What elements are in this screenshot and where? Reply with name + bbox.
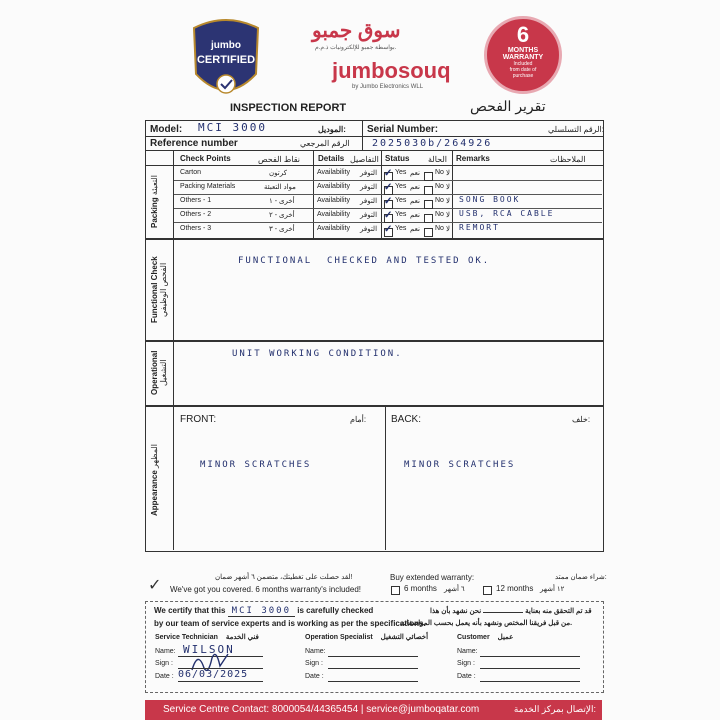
packing-label-en: Packing bbox=[150, 197, 159, 229]
model-value[interactable]: MCI 3000 bbox=[198, 121, 267, 134]
row-detail: Availability bbox=[317, 197, 350, 204]
no-label-arabic: لا bbox=[446, 198, 450, 205]
row-name: Others - 1 bbox=[180, 197, 212, 204]
cust-date-label: Date : bbox=[457, 673, 476, 680]
certify-lead: We certify that this bbox=[154, 606, 226, 615]
ext-6-months-checkbox[interactable] bbox=[391, 582, 402, 600]
serial-label: Serial Number: bbox=[367, 124, 439, 135]
reference-label: Reference number bbox=[150, 138, 238, 149]
warranty-line2: WARRANTY bbox=[502, 54, 544, 61]
warranty-number: 6 bbox=[516, 22, 530, 47]
customer-label: Customer bbox=[457, 634, 490, 641]
row-name-arabic: مواد التعبئة bbox=[264, 184, 296, 191]
ops-name-label: Name: bbox=[305, 648, 326, 655]
col-check-points-arabic: نقاط الفحص bbox=[258, 155, 301, 164]
model-label: Model: bbox=[150, 124, 183, 135]
arabic-logo-sub: بواسطة جمبو للإلكترونيات ذ.م.م. bbox=[315, 45, 397, 51]
row-remark[interactable]: USB, RCA CABLE bbox=[459, 209, 555, 218]
no-label: No bbox=[435, 225, 444, 232]
operational-label-ar: التشغيل bbox=[159, 359, 168, 387]
row-detail: Availability bbox=[317, 183, 350, 190]
tech-date-label: Date : bbox=[155, 673, 174, 680]
back-label-arabic: خلف: bbox=[572, 415, 591, 424]
row-detail: Availability bbox=[317, 169, 350, 176]
ops-label-arabic: أخصائي التشغيل bbox=[380, 634, 429, 641]
row-detail-arabic: التوفر bbox=[360, 212, 378, 219]
table-row bbox=[174, 180, 602, 195]
ops-date-label: Date : bbox=[305, 673, 324, 680]
yes-label: Yes bbox=[395, 211, 407, 218]
tech-name-value[interactable]: WILSON bbox=[183, 643, 235, 656]
packing-label-ar: التعبئة bbox=[150, 175, 159, 196]
certify-model[interactable]: MCI 3000 bbox=[228, 606, 295, 617]
page-title-arabic: تقرير الفحص bbox=[470, 98, 546, 114]
functional-label-en: Functional Check bbox=[150, 256, 159, 324]
no-label-arabic: لا bbox=[446, 184, 450, 191]
yes-label: Yes bbox=[395, 225, 407, 232]
yes-label-arabic: نعم bbox=[410, 198, 420, 205]
col-status-arabic: الحالة bbox=[428, 155, 447, 164]
jumbosouq-logo: jumbosouq bbox=[332, 58, 451, 83]
row-name-arabic: كرتون bbox=[269, 170, 287, 177]
badge-top-text: jumbo bbox=[211, 40, 241, 51]
yes-label-arabic: نعم bbox=[410, 184, 420, 191]
yes-label: Yes bbox=[395, 169, 407, 176]
row-detail: Availability bbox=[317, 225, 350, 232]
col-status: Status bbox=[385, 154, 410, 163]
page-title: INSPECTION REPORT bbox=[230, 102, 347, 114]
front-note[interactable]: MINOR SCRATCHES bbox=[200, 460, 312, 470]
col-remarks: Remarks bbox=[456, 154, 490, 163]
row-name-arabic: أخرى - ٣ bbox=[269, 226, 295, 233]
ext-12-months-label: 12 months bbox=[496, 584, 534, 593]
customer-label-arabic: عميل bbox=[497, 634, 514, 641]
table-row bbox=[174, 208, 602, 223]
front-label-arabic: أمام: bbox=[350, 415, 367, 424]
warranty-line3: Included bbox=[513, 61, 533, 67]
operational-section-label bbox=[150, 344, 170, 402]
technician-label-arabic: فني الخدمة bbox=[225, 634, 259, 641]
ext-12-months-checkbox[interactable] bbox=[483, 582, 494, 600]
yes-label: Yes bbox=[395, 183, 407, 190]
ops-heading bbox=[305, 633, 428, 641]
back-label: BACK: bbox=[391, 414, 422, 425]
table-row bbox=[174, 222, 602, 236]
extended-warranty-label: Buy extended warranty: bbox=[390, 573, 475, 582]
functional-section-label bbox=[150, 244, 170, 336]
certify-tail: is carefully checked bbox=[297, 606, 374, 615]
packing-table bbox=[174, 166, 602, 238]
no-label: No bbox=[435, 211, 444, 218]
reference-label-arabic: الرقم المرجعي bbox=[300, 139, 350, 148]
row-detail-arabic: التوفر bbox=[360, 198, 378, 205]
yes-label-arabic: نعم bbox=[410, 170, 420, 177]
serial-label-arabic: الرقم التسلسلي: bbox=[548, 125, 604, 134]
contact-bar bbox=[145, 700, 602, 720]
ext-6-months-label-arabic: ٦ أشهر bbox=[444, 586, 465, 593]
row-name: Others - 2 bbox=[180, 211, 212, 218]
col-details: Details bbox=[318, 154, 345, 163]
row-name-arabic: أخرى - ٢ bbox=[269, 212, 295, 219]
extended-warranty-label-arabic: شراء ضمان ممتد: bbox=[555, 574, 607, 581]
serial-value[interactable]: 2025030b/264926 bbox=[372, 138, 493, 149]
no-label: No bbox=[435, 169, 444, 176]
yes-label-arabic: نعم bbox=[410, 212, 420, 219]
ext-12-months-label-arabic: ١٢ أشهر bbox=[540, 586, 565, 593]
no-label: No bbox=[435, 183, 444, 190]
contact-text-arabic: الإتصال بمركز الخدمة: bbox=[513, 704, 596, 714]
yes-label-arabic: نعم bbox=[410, 226, 420, 233]
certify-text-2: by our team of service experts and is working as per the specifications. bbox=[154, 619, 426, 628]
certify-arabic-tail: قد تم التحقق منه بعناية bbox=[525, 608, 592, 615]
contact-text: Service Centre Contact: 8000054/44365454 | service@jumboqatar.com bbox=[163, 704, 480, 715]
col-check-points: Check Points bbox=[180, 154, 231, 163]
ext-6-months-label: 6 months bbox=[404, 584, 437, 593]
row-detail-arabic: التوفر bbox=[360, 184, 378, 191]
yes-label: Yes bbox=[395, 197, 407, 204]
cust-sign-label: Sign : bbox=[457, 660, 475, 667]
row-name: Others - 3 bbox=[180, 225, 212, 232]
front-label: FRONT: bbox=[180, 414, 217, 425]
functional-label-ar: الفحص الوظيفي bbox=[159, 262, 168, 318]
col-details-arabic: التفاصيل bbox=[350, 155, 379, 164]
appearance-label-en: Appearance bbox=[150, 470, 159, 516]
row-detail-arabic: التوفر bbox=[360, 170, 378, 177]
row-remark[interactable]: REMORT bbox=[459, 223, 500, 232]
appearance-section-label bbox=[150, 420, 170, 540]
row-detail-arabic: التوفر bbox=[360, 226, 378, 233]
tech-date-value[interactable]: 06/03/2025 bbox=[178, 669, 249, 680]
technician-heading bbox=[155, 633, 259, 641]
certify-arabic-2: من قبل فريقنا المختص ونشهد بأنه يعمل بحسب المواصفات. bbox=[400, 620, 573, 627]
row-remark[interactable]: SONG BOOK bbox=[459, 195, 521, 204]
row-name: Packing Materials bbox=[180, 183, 236, 190]
ops-sign-label: Sign : bbox=[305, 660, 323, 667]
no-label-arabic: لا bbox=[446, 170, 450, 177]
row-name-arabic: أخرى - ١ bbox=[269, 198, 295, 205]
covered-text: We've got you covered. 6 months warranty's included! bbox=[170, 585, 362, 594]
appearance-label-ar: المظهر bbox=[150, 444, 159, 468]
warranty-seal bbox=[484, 16, 562, 94]
certify-arabic-lead: نحن نشهد بأن هذا bbox=[430, 608, 482, 615]
certify-arabic-1 bbox=[430, 607, 592, 615]
no-label-arabic: لا bbox=[446, 226, 450, 233]
covered-text-arabic: لقد حصلت على تغطيتك، متضمن ٦ أشهر ضمان! bbox=[215, 574, 353, 581]
model-label-arabic: الموديل: bbox=[318, 125, 346, 134]
row-detail: Availability bbox=[317, 211, 350, 218]
no-label-arabic: لا bbox=[446, 212, 450, 219]
warranty-line1: MONTHS bbox=[507, 47, 539, 54]
table-row bbox=[174, 194, 602, 209]
tech-name-label: Name: bbox=[155, 648, 176, 655]
back-note[interactable]: MINOR SCRATCHES bbox=[404, 460, 516, 470]
table-row bbox=[174, 166, 602, 181]
jumbo-certified-badge bbox=[190, 14, 262, 104]
certify-text-1 bbox=[154, 606, 373, 616]
check-icon: ✓ bbox=[148, 577, 162, 594]
ops-label: Operation Specialist bbox=[305, 634, 373, 641]
badge-main-text: CERTIFIED bbox=[196, 54, 256, 66]
tech-sign-label: Sign : bbox=[155, 660, 173, 667]
technician-label: Service Technician bbox=[155, 634, 218, 641]
warranty-line4: from date of bbox=[509, 67, 537, 73]
col-remarks-arabic: الملاحظات bbox=[550, 155, 586, 164]
no-label: No bbox=[435, 197, 444, 204]
operational-note[interactable]: UNIT WORKING CONDITION. bbox=[232, 349, 403, 359]
row-name: Carton bbox=[180, 169, 202, 176]
customer-heading bbox=[457, 633, 513, 641]
operational-label-en: Operational bbox=[150, 350, 159, 396]
functional-note[interactable]: FUNCTIONAL CHECKED AND TESTED OK. bbox=[238, 256, 491, 266]
arabic-logo: سوق جمبو bbox=[312, 20, 401, 42]
cust-name-label: Name: bbox=[457, 648, 478, 655]
jumbosouq-sub: by Jumbo Electronics WLL bbox=[352, 84, 424, 90]
warranty-line5: purchase bbox=[512, 73, 534, 79]
packing-section-label bbox=[150, 168, 170, 236]
